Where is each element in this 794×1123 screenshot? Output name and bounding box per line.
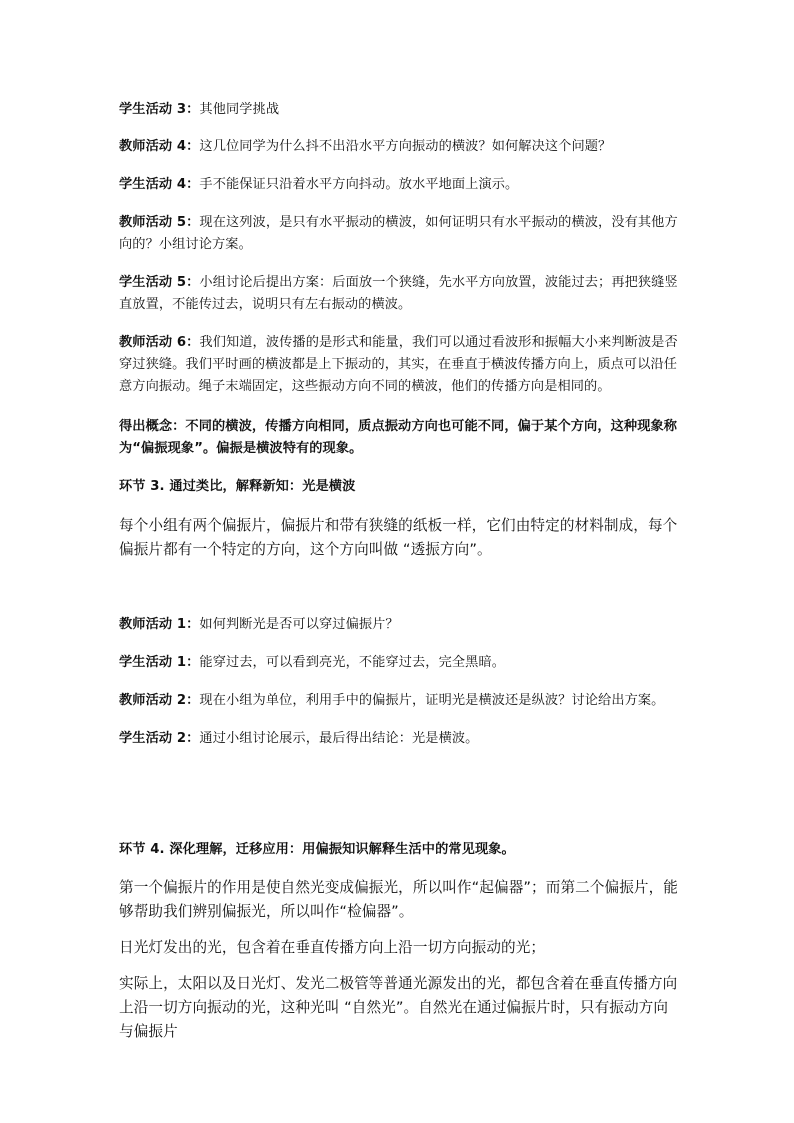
paragraph-teacher-activity-2 bbox=[119, 690, 679, 712]
paragraph-text: 现在这列波，是只有水平振动的横波，如何证明只有水平振动的横波，没有其他方向的？小组讨论方案。 bbox=[119, 215, 678, 252]
paragraph-student-activity-2 bbox=[119, 728, 679, 750]
paragraph-text: 得出概念：不同的横波，传播方向相同，质点振动方向也可能不同，偏于某个方向，这种现象称为“偏振现象”。偏振是横波特有的现象。 bbox=[119, 419, 678, 456]
section-heading-4 bbox=[119, 839, 679, 861]
paragraph-teacher-activity-4 bbox=[119, 136, 679, 158]
paragraph-teacher-activity-5 bbox=[119, 212, 679, 256]
paragraph-label: 学生活动 5： bbox=[119, 275, 200, 290]
paragraph-label: 教师活动 4： bbox=[119, 139, 200, 154]
paragraph-text: 其他同学挑战 bbox=[199, 102, 280, 117]
paragraph-text: 能穿过去，可以看到亮光，不能穿过去，完全黑暗。 bbox=[199, 655, 506, 670]
paragraph-text: 如何判断光是否可以穿过偏振片？ bbox=[199, 617, 399, 632]
paragraph-text: 我们知道，波传播的是形式和能量，我们可以通过看波形和振幅大小来判断波是否穿过狭缝。我们平时画的横波都是上下振动的，其实，在垂直于横波传播方向上，质点可以沿任意方向振动。绳子末端固定，这些振动方向不同的横波，他们的传播方向是相同的。 bbox=[119, 335, 678, 394]
paragraph-text: 现在小组为单位，利用手中的偏振片，证明光是横波还是纵波？讨论给出方案。 bbox=[199, 693, 665, 708]
paragraph-fluorescent-light bbox=[119, 936, 679, 960]
paragraph-text: 这几位同学为什么抖不出沿水平方向振动的横波？如何解决这个问题？ bbox=[199, 139, 612, 154]
paragraph-label: 教师活动 2： bbox=[119, 693, 200, 708]
paragraph-text: 环节 4. 深化理解，迁移应用：用偏振知识解释生活中的常见现象。 bbox=[119, 842, 515, 857]
paragraph-text: 实际上，太阳以及日光灯、发光二极管等普通光源发出的光，都包含着在垂直传播方向上沿一切方向振动的光，这种光叫 “自然光”。自然光在通过偏振片时，只有振动方向与偏振片 bbox=[119, 975, 678, 1040]
paragraph-label: 教师活动 5： bbox=[119, 215, 200, 230]
concept-conclusion bbox=[119, 416, 679, 460]
paragraph-student-activity-4 bbox=[119, 174, 679, 196]
paragraph-label: 学生活动 4： bbox=[119, 177, 200, 192]
paragraph-student-activity-3 bbox=[119, 99, 679, 121]
paragraph-text: 通过小组讨论展示，最后得出结论：光是横波。 bbox=[199, 731, 479, 746]
paragraph-teacher-activity-6 bbox=[119, 332, 679, 398]
paragraph-teacher-activity-1 bbox=[119, 614, 679, 636]
document-page bbox=[119, 0, 679, 1123]
paragraph-text: 手不能保证只沿着水平方向抖动。放水平地面上演示。 bbox=[199, 177, 519, 192]
paragraph-student-activity-1 bbox=[119, 652, 679, 674]
paragraph-text: 第一个偏振片的作用是使自然光变成偏振光，所以叫作“起偏器”；而第二个偏振片，能够帮助我们辨别偏振光，所以叫作“检偏器”。 bbox=[119, 879, 678, 920]
paragraph-polarizer-intro bbox=[119, 514, 679, 562]
paragraph-student-activity-5 bbox=[119, 272, 679, 316]
paragraph-text: 每个小组有两个偏振片，偏振片和带有狭缝的纸板一样，它们由特定的材料制成，每个偏振片都有一个特定的方向，这个方向叫做 “透振方向”。 bbox=[119, 517, 678, 558]
paragraph-label: 教师活动 6： bbox=[119, 335, 200, 350]
paragraph-text: 日光灯发出的光，包含着在垂直传播方向上沿一切方向振动的光； bbox=[119, 939, 546, 956]
paragraph-polarizer-analyzer bbox=[119, 876, 679, 924]
paragraph-label: 学生活动 3： bbox=[119, 102, 200, 117]
paragraph-text: 小组讨论后提出方案：后面放一个狭缝，先水平方向放置，波能过去；再把狭缝竖直放置，不能传过去，说明只有左右振动的横波。 bbox=[119, 275, 678, 312]
paragraph-label: 教师活动 1： bbox=[119, 617, 200, 632]
section-heading-3 bbox=[119, 476, 679, 498]
paragraph-text: 环节 3. 通过类比，解释新知：光是横波 bbox=[119, 479, 356, 494]
paragraph-natural-light bbox=[119, 972, 679, 1044]
paragraph-label: 学生活动 2： bbox=[119, 731, 200, 746]
paragraph-label: 学生活动 1： bbox=[119, 655, 200, 670]
